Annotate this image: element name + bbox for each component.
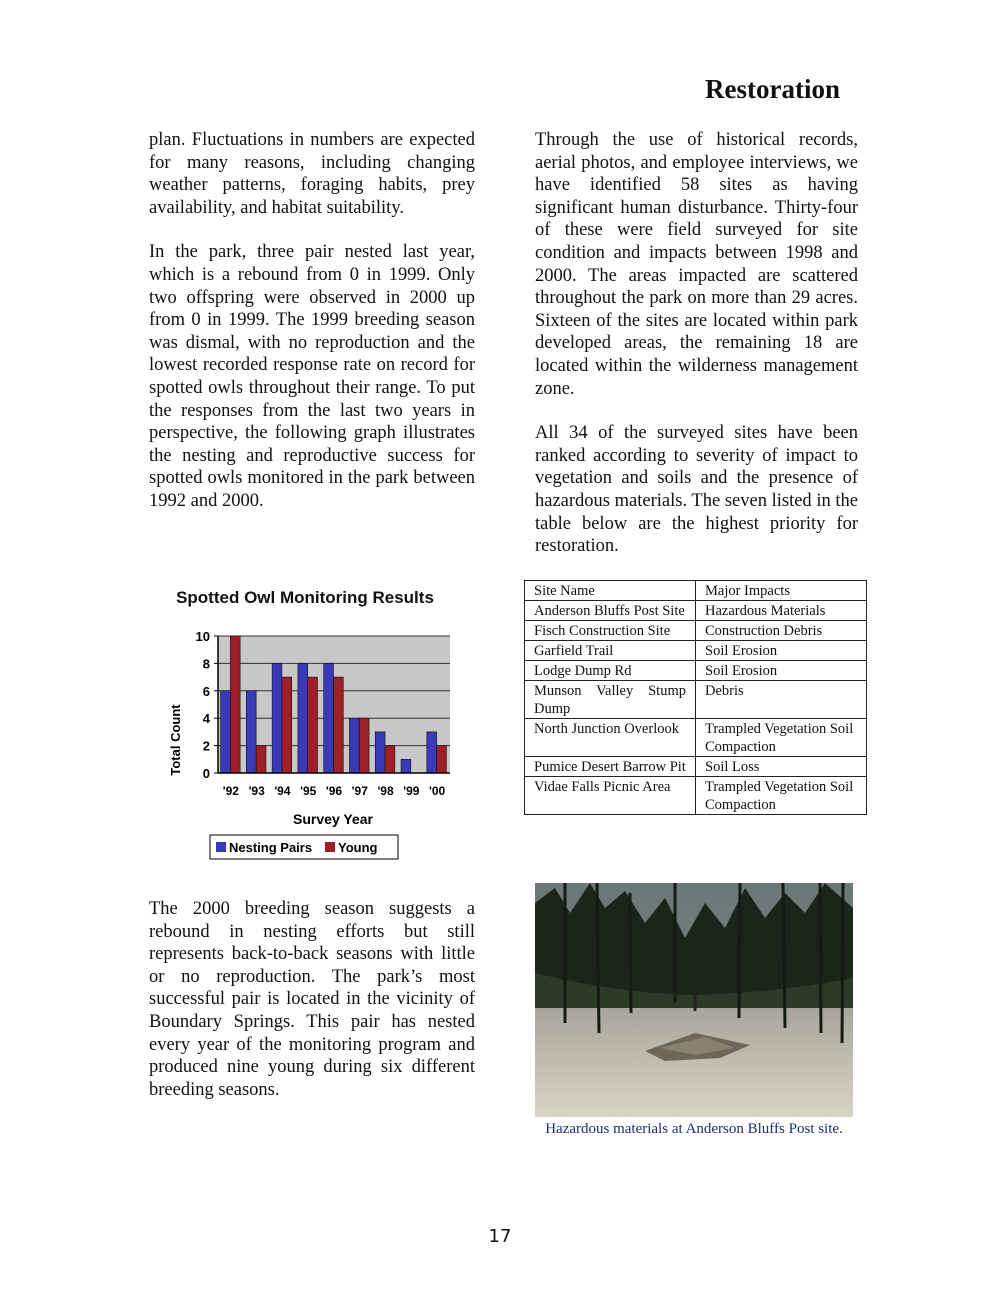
y-tick-label: 8: [202, 656, 210, 672]
bar-young: [437, 746, 447, 773]
table-cell-site: Lodge Dump Rd: [525, 661, 696, 681]
table-cell-impact: Soil Loss: [696, 757, 867, 777]
bar-nesting-pairs: [324, 663, 334, 773]
table-header-major-impacts: Major Impacts: [696, 581, 867, 601]
bar-young: [385, 746, 395, 773]
y-tick-label: 10: [195, 629, 210, 644]
bar-young: [282, 677, 292, 773]
table-row: [525, 621, 867, 641]
site-photo: [535, 883, 853, 1117]
chart-legend: [210, 835, 398, 859]
y-tick-label: 2: [202, 738, 210, 754]
table-cell-impact: Trampled Vegetation Soil Compaction: [696, 777, 867, 815]
chart-title: Spotted Owl Monitoring Results: [176, 588, 434, 607]
table-cell-site: Anderson Bluffs Post Site: [525, 601, 696, 621]
table-cell-site: Vidae Falls Picnic Area: [525, 777, 696, 815]
table-row: [525, 641, 867, 661]
section-title: Restoration: [705, 74, 840, 104]
bar-young: [333, 677, 343, 773]
table-cell-impact: Soil Erosion: [696, 661, 867, 681]
table-header-site-name: Site Name: [525, 581, 696, 601]
legend-swatch-young: [325, 842, 335, 852]
right-column: [535, 129, 858, 580]
x-tick-label: '92: [222, 784, 239, 798]
table-row: [525, 757, 867, 777]
table-row: [525, 719, 867, 757]
x-tick-label: '93: [248, 784, 265, 798]
bar-young: [308, 677, 318, 773]
right-paragraph-1: Through the use of historical records, aerial photos, and employee interviews, we have identified 58 sites as having significant human disturbance. Thirty-four of these were field surveyed for site condition and impacts between 1998 and 2000. The areas impacted are scattered throughout the park on more than 29 acres. Sixteen of the sites are located within park developed areas, the remaining 18 are located within the wilderness management zone.: [535, 130, 858, 399]
bar-nesting-pairs: [246, 691, 256, 773]
table-cell-impact: Construction Debris: [696, 621, 867, 641]
x-axis-label: Survey Year: [293, 811, 373, 827]
table-row: [525, 681, 867, 719]
bar-young: [230, 636, 240, 773]
table-cell-impact: Soil Erosion: [696, 641, 867, 661]
restoration-sites-table: [524, 580, 867, 815]
legend-label-nesting-pairs: Nesting Pairs: [229, 840, 313, 855]
bar-young: [256, 746, 266, 773]
bar-nesting-pairs: [427, 732, 437, 773]
table-cell-site: Fisch Construction Site: [525, 621, 696, 641]
y-tick-label: 6: [202, 683, 210, 699]
page-number: 17: [488, 1226, 512, 1247]
x-tick-label: '97: [351, 784, 368, 798]
y-tick-label: 0: [202, 766, 210, 781]
table-row: [525, 661, 867, 681]
bar-nesting-pairs: [349, 718, 359, 773]
x-tick-label: '96: [325, 784, 343, 798]
bar-nesting-pairs: [272, 663, 282, 773]
left-column-bottom: [149, 898, 475, 1101]
table-cell-impact: Trampled Vegetation Soil Compaction: [696, 719, 867, 757]
table-cell-site: Munson Valley Stump Dump: [525, 681, 696, 719]
x-tick-label: '00: [429, 784, 446, 798]
table-cell-site: Garfield Trail: [525, 641, 696, 661]
right-paragraph-2: All 34 of the surveyed sites have been ranked according to severity of impact to vegetation and soils and the presence of hazardous materials. The seven listed in the table below are the highest priority for restoration.: [535, 423, 858, 557]
x-tick-label: '94: [274, 784, 291, 798]
bar-young: [359, 718, 369, 773]
legend-label-young: Young: [338, 840, 378, 855]
left-paragraph-2: In the park, three pair nested last year, which is a rebound from 0 in 1999. Only two offspring were observed in 2000 up from 0 in 1999. The 1999 breeding season was dismal, with no reproduction and the lowest recorded response rate on record for spotted owls throughout their range. To put the responses from the last two years in perspective, the following graph illustrates the nesting and reproductive success for spotted owls monitored in the park between 1992 and 2000.: [149, 242, 475, 511]
bar-nesting-pairs: [221, 691, 231, 773]
restoration-sites-table-wrap: [524, 580, 867, 815]
bar-nesting-pairs: [298, 663, 308, 773]
x-tick-label: '99: [403, 784, 420, 798]
table-cell-site: Pumice Desert Barrow Pit: [525, 757, 696, 777]
bar-nesting-pairs: [401, 759, 411, 773]
table-row: [525, 777, 867, 815]
x-tick-label: '98: [377, 784, 394, 798]
table-cell-impact: Debris: [696, 681, 867, 719]
table-cell-site: North Junction Overlook: [525, 719, 696, 757]
legend-swatch-nesting-pairs: [216, 842, 226, 852]
table-cell-impact: Hazardous Materials: [696, 601, 867, 621]
y-axis-label: Total Count: [168, 704, 183, 776]
table-row: [525, 601, 867, 621]
table-header-row: [525, 581, 867, 601]
bar-nesting-pairs: [375, 732, 385, 773]
x-tick-label: '95: [300, 784, 317, 798]
photo-caption: Hazardous materials at Anderson Bluffs Post site.: [545, 1121, 843, 1137]
left-paragraph-3: The 2000 breeding season suggests a rebound in nesting efforts but still represents back-to-back seasons with little or no reproduction. The park’s most successful pair is located in the vicinity of Boundary Springs. This pair has nested every year of the monitoring program and produced nine young during six different breeding seasons.: [149, 899, 475, 1100]
spotted-owl-chart: [150, 618, 470, 868]
y-tick-label: 4: [202, 711, 210, 727]
left-paragraph-1: plan. Fluctuations in numbers are expected for many reasons, including changing weather patterns, foraging habits, prey availability, and habitat suitability.: [149, 130, 475, 218]
left-column: [149, 129, 475, 535]
